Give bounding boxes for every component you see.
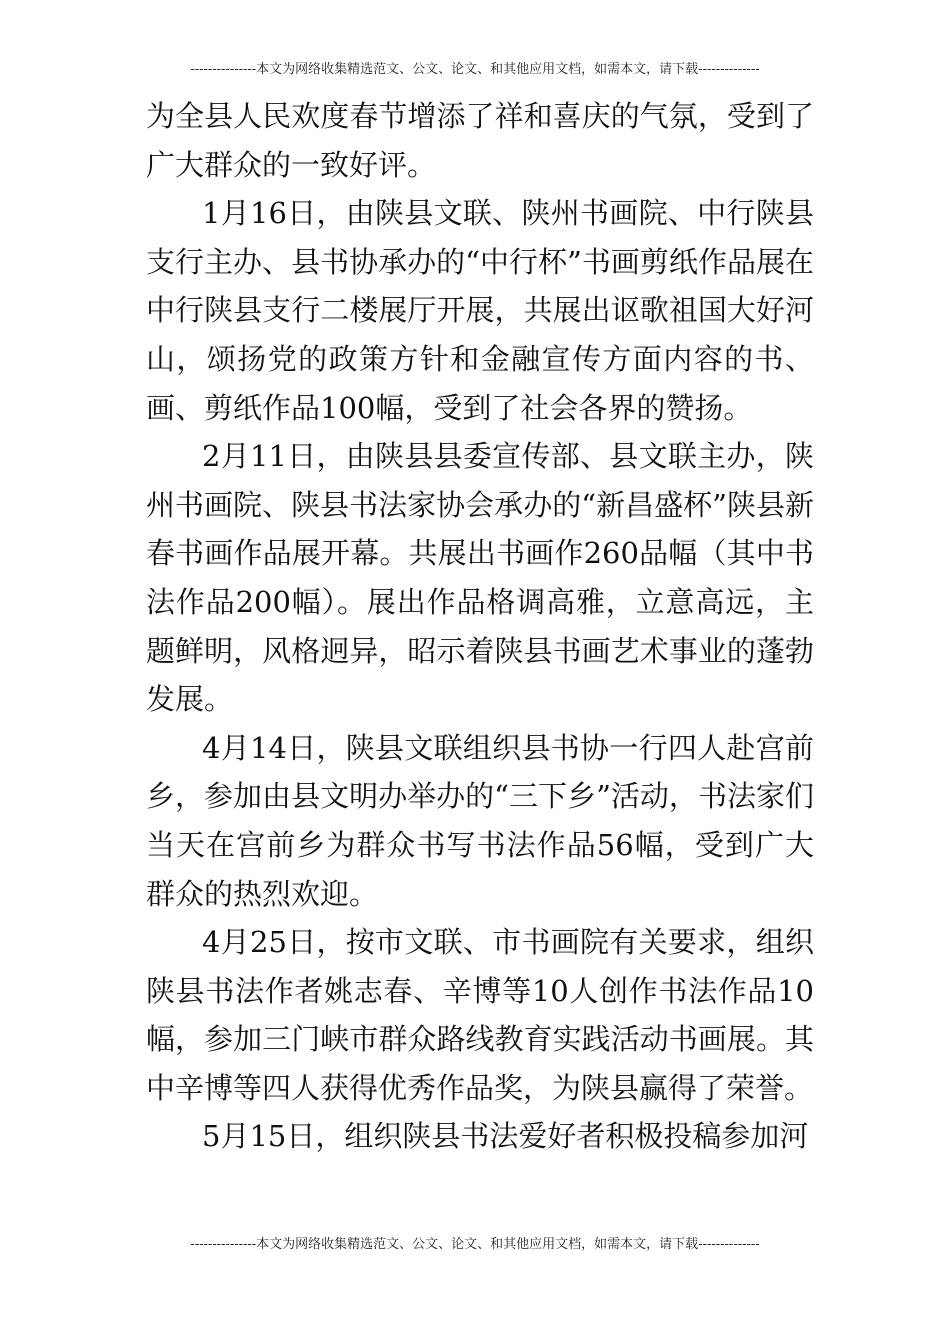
paragraph-apr-25: 4月25日，按市文联、市书画院有关要求，组织陕县书法作者姚志春、辛博等10人创作书法作品10幅，参加三门峡市群众路线教育实践活动书画展。其中辛博等四人获得优秀作品奖，为陕县赢得了荣誉。 — [146, 925, 814, 1105]
page-header: ---------------本文为网络收集精选范文、公文、论文、和其他应用文档，如需本文，请下载-------------- — [190, 62, 760, 77]
paragraph-may-15: 5月15日，组织陕县书法爱好者积极投稿参加河 — [202, 1119, 809, 1154]
paragraph-jan-16: 1月16日，由陕县文联、陕州书画院、中行陕县支行主办、县书协承办的“中行杯”书画剪纸作品展在中行陕县支行二楼展厅开展，共展出讴歌祖国大好河山，颂扬党的政策方针和金融宣传方面内容的书、画、剪纸作品100幅，受到了社会各界的赞扬。 — [146, 196, 814, 425]
paragraph-continued: 为全县人民欢度春节增添了祥和喜庆的气氛，受到了广大群众的一致好评。 — [146, 99, 814, 182]
page-footer: ---------------本文为网络收集精选范文、公文、论文、和其他应用文档，如需本文，请下载-------------- — [190, 1237, 760, 1252]
paragraph-feb-11: 2月11日，由陕县县委宣传部、县文联主办，陕州书画院、陕县书法家协会承办的“新昌盛杯”陕县新春书画作品展开幕。共展出书画作260品幅（其中书法作品200幅）。展出作品格调高雅，立意高远，主题鲜明，风格迥异，昭示着陕县书画艺术事业的蓬勃发展。 — [146, 439, 814, 717]
paragraph-apr-14: 4月14日，陕县文联组织县书协一行四人赴宫前乡，参加由县文明办举办的“三下乡”活动，书法家们当天在宫前乡为群众书写书法作品56幅，受到广大群众的热烈欢迎。 — [146, 730, 814, 911]
document-body — [146, 92, 814, 1161]
